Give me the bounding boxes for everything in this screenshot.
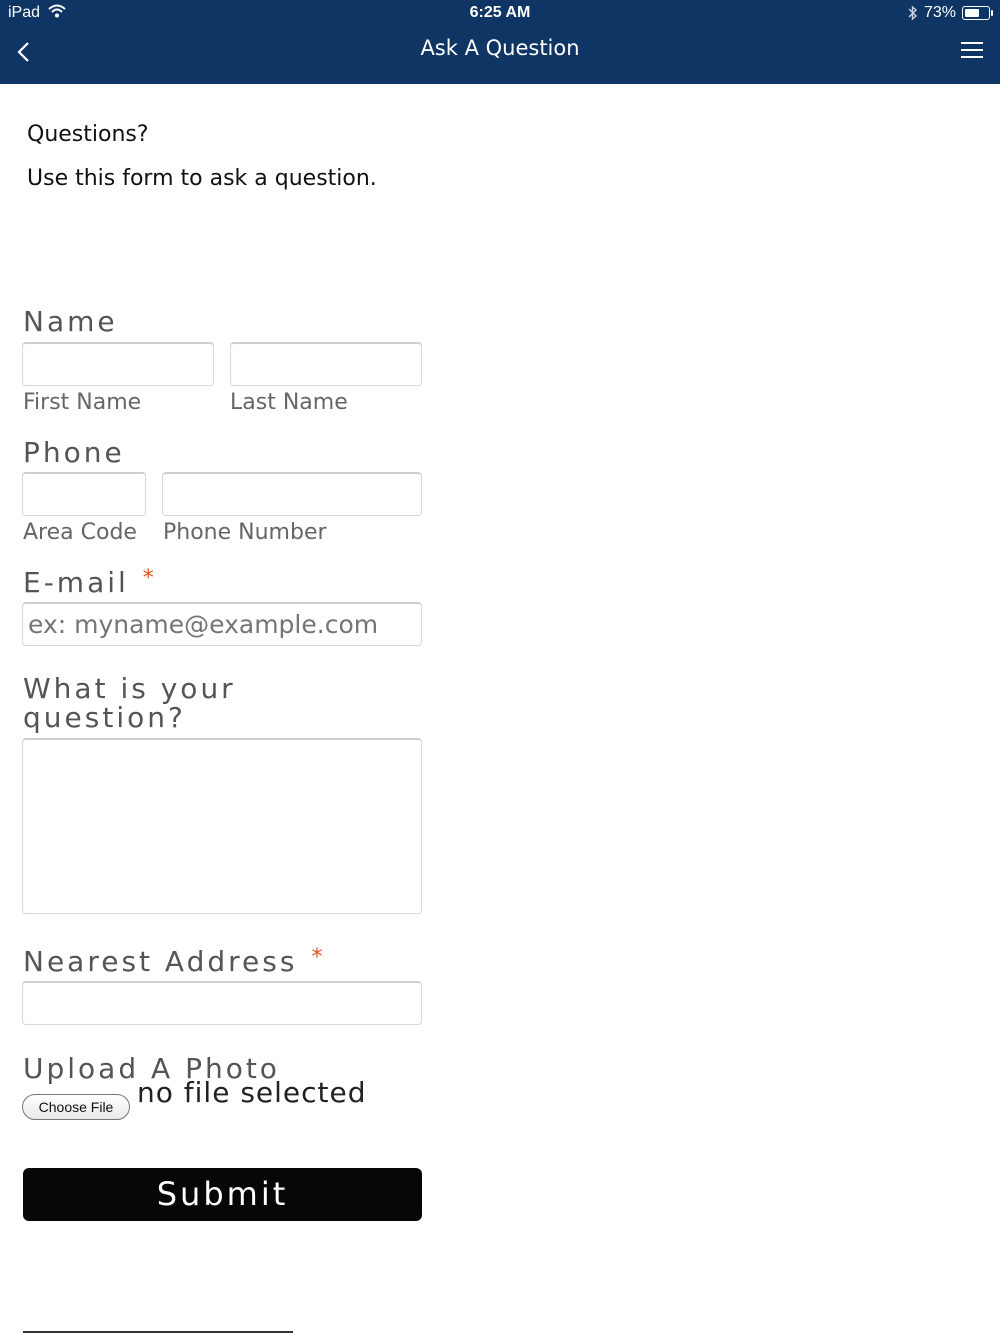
status-right [908, 4, 990, 22]
intro-description: Use this form to ask a question. [27, 166, 377, 191]
battery-level [965, 9, 979, 17]
question-label [23, 674, 236, 732]
last-name-sublabel: Last Name [230, 390, 348, 415]
name-label: Name [23, 305, 118, 338]
email-label-text: E-mail [23, 566, 129, 599]
clipped-content [23, 1324, 323, 1334]
required-marker: * [311, 945, 323, 970]
area-code-sublabel: Area Code [23, 520, 137, 545]
question-label-line1: What is your [23, 672, 236, 705]
upload-photo-label: Upload A Photo [23, 1052, 280, 1085]
file-status: no file selected [137, 1076, 367, 1109]
app-header [0, 0, 1000, 84]
status-time: 6:25 AM [469, 4, 531, 21]
page-title: Ask A Question [420, 36, 580, 60]
phone-number-sublabel: Phone Number [163, 520, 327, 545]
phone-label: Phone [23, 436, 125, 469]
first-name-input[interactable] [22, 342, 214, 386]
question-textarea[interactable] [22, 738, 422, 914]
battery-icon [962, 6, 990, 20]
form-page [0, 84, 1000, 1334]
area-code-input[interactable] [22, 472, 146, 516]
choose-file-button[interactable]: Choose File [22, 1094, 130, 1120]
phone-number-input[interactable] [162, 472, 422, 516]
address-input[interactable] [22, 981, 422, 1025]
question-label-line2: question? [23, 701, 186, 734]
last-name-input[interactable] [230, 342, 422, 386]
device-name: iPad [8, 4, 41, 21]
battery-percent: 73% [923, 4, 956, 21]
hamburger-menu-icon[interactable] [960, 40, 984, 60]
bluetooth-icon [908, 5, 918, 21]
email-label [23, 566, 154, 599]
email-input[interactable] [22, 602, 422, 646]
submit-button[interactable]: Submit [23, 1168, 422, 1221]
address-label [23, 945, 322, 978]
required-marker: * [142, 566, 154, 591]
intro-heading: Questions? [27, 122, 149, 147]
first-name-sublabel: First Name [23, 390, 142, 415]
address-label-text: Nearest Address [23, 945, 298, 978]
